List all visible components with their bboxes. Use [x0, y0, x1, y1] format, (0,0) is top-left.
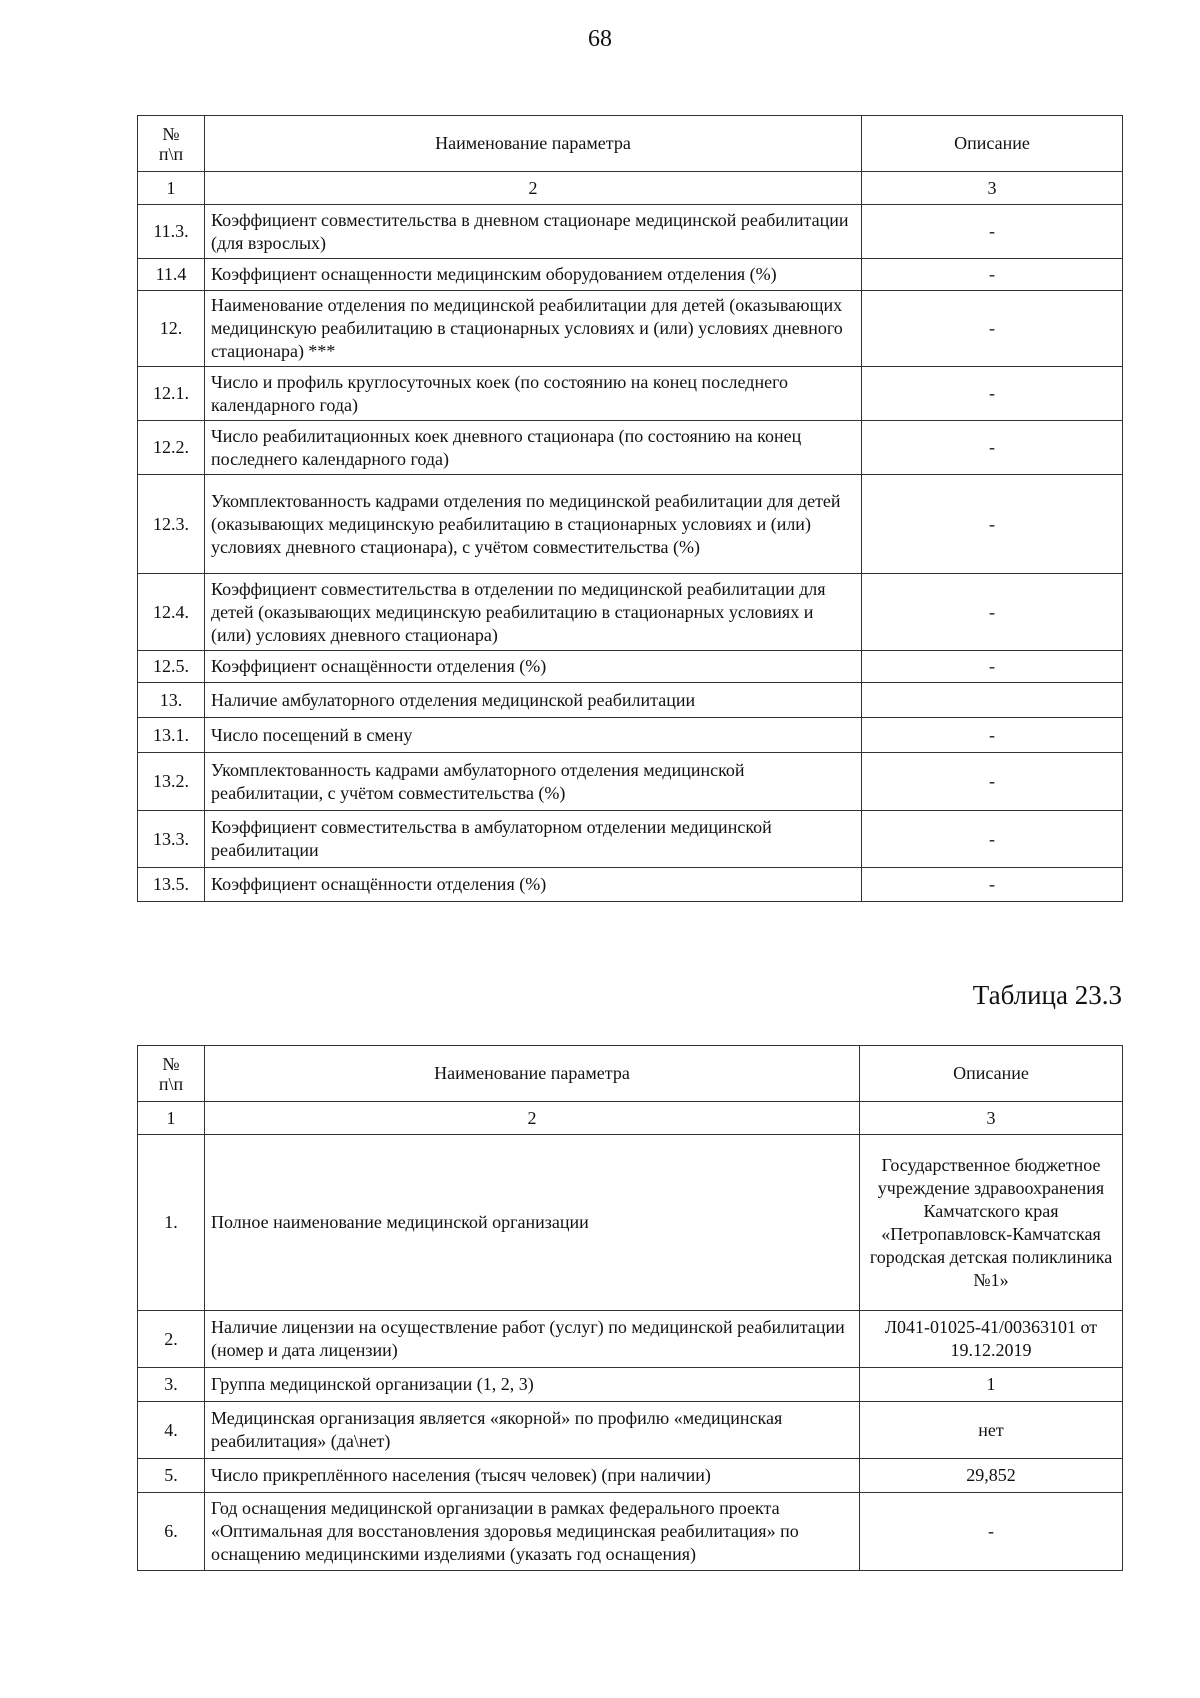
row-number: 12.5. — [138, 651, 205, 683]
header-name: Наименование параметра — [205, 116, 862, 172]
row-parameter: Наименование отделения по медицинской реабилитации для детей (оказывающих медицинскую реабилитацию в стационарных условиях и (или) условиях дневного стационара) *** — [205, 291, 862, 367]
index-cell: 3 — [862, 172, 1123, 205]
header-num-symbol: № — [162, 123, 180, 144]
table-row — [138, 811, 1123, 868]
row-description: - — [862, 574, 1123, 651]
row-parameter: Коэффициент совместительства в дневном стационаре медицинской реабилитации (для взрослых) — [205, 205, 862, 259]
row-description: 29,852 — [860, 1459, 1123, 1493]
table-row — [138, 651, 1123, 683]
row-parameter: Коэффициент оснащённости отделения (%) — [205, 868, 862, 902]
header-num-symbol: № — [162, 1053, 180, 1074]
row-number: 2. — [138, 1311, 205, 1368]
row-parameter: Медицинская организация является «якорной» по профилю «медицинская реабилитация» (да\нет) — [205, 1402, 860, 1459]
index-cell: 2 — [205, 1102, 860, 1135]
row-description: - — [862, 811, 1123, 868]
table-index-row — [138, 1102, 1123, 1135]
row-number: 13.2. — [138, 753, 205, 811]
row-number: 1. — [138, 1135, 205, 1311]
row-parameter: Наличие лицензии на осуществление работ (услуг) по медицинской реабилитации (номер и дата лицензии) — [205, 1311, 860, 1368]
row-description: - — [862, 291, 1123, 367]
header-desc: Описание — [860, 1046, 1123, 1102]
table-row — [138, 205, 1123, 259]
row-number: 12.4. — [138, 574, 205, 651]
table-header-row — [138, 116, 1123, 172]
row-number: 13.5. — [138, 868, 205, 902]
table-row — [138, 421, 1123, 475]
table-row — [138, 291, 1123, 367]
header-num-sub: п\п — [158, 143, 184, 164]
row-description: - — [862, 753, 1123, 811]
table-row — [138, 259, 1123, 291]
index-cell: 1 — [138, 1102, 205, 1135]
row-parameter: Год оснащения медицинской организации в рамках федерального проекта «Оптимальная для восстановления здоровья медицинская реабилитация» по оснащению медицинскими изделиями (указать год оснащения) — [205, 1493, 860, 1571]
table-row — [138, 683, 1123, 718]
row-number: 4. — [138, 1402, 205, 1459]
row-parameter: Число и профиль круглосуточных коек (по состоянию на конец последнего календарного года) — [205, 367, 862, 421]
table-index-row — [138, 172, 1123, 205]
row-description: - — [862, 475, 1123, 574]
row-description: - — [862, 868, 1123, 902]
row-parameter: Коэффициент оснащенности медицинским оборудованием отделения (%) — [205, 259, 862, 291]
row-number: 11.4 — [138, 259, 205, 291]
organization-table — [137, 1045, 1123, 1571]
row-description: - — [860, 1493, 1123, 1571]
index-cell: 3 — [860, 1102, 1123, 1135]
row-description: Л041-01025-41/00363101 от 19.12.2019 — [860, 1311, 1123, 1368]
row-description: нет — [860, 1402, 1123, 1459]
row-parameter: Укомплектованность кадрами амбулаторного отделения медицинской реабилитации, с учётом совместительства (%) — [205, 753, 862, 811]
table-row — [138, 1135, 1123, 1311]
table-row — [138, 1368, 1123, 1402]
table-row — [138, 367, 1123, 421]
row-description: 1 — [860, 1368, 1123, 1402]
row-number: 12.2. — [138, 421, 205, 475]
row-description: - — [862, 259, 1123, 291]
index-cell: 1 — [138, 172, 205, 205]
table-row — [138, 1493, 1123, 1571]
table-row — [138, 1402, 1123, 1459]
parameters-table-continued — [137, 115, 1123, 902]
row-description: - — [862, 718, 1123, 753]
header-num-sub: п\п — [158, 1073, 184, 1094]
row-number: 12.1. — [138, 367, 205, 421]
table-row — [138, 475, 1123, 574]
table-header-row — [138, 1046, 1123, 1102]
row-number: 12.3. — [138, 475, 205, 574]
table-row — [138, 718, 1123, 753]
header-num — [138, 116, 205, 172]
row-number: 6. — [138, 1493, 205, 1571]
row-parameter: Укомплектованность кадрами отделения по медицинской реабилитации для детей (оказывающих медицинскую реабилитацию в стационарных условиях и (или) условиях дневного стационара), с учётом совместительства (%) — [205, 475, 862, 574]
row-parameter: Наличие амбулаторного отделения медицинской реабилитации — [205, 683, 862, 718]
table-row — [138, 1311, 1123, 1368]
row-description: - — [862, 421, 1123, 475]
table-row — [138, 574, 1123, 651]
row-number: 3. — [138, 1368, 205, 1402]
table-row — [138, 753, 1123, 811]
row-number: 12. — [138, 291, 205, 367]
header-name: Наименование параметра — [205, 1046, 860, 1102]
row-description: - — [862, 651, 1123, 683]
row-parameter: Коэффициент оснащённости отделения (%) — [205, 651, 862, 683]
table-row — [138, 1459, 1123, 1493]
table-row — [138, 868, 1123, 902]
header-num — [138, 1046, 205, 1102]
row-description: - — [862, 205, 1123, 259]
table-caption: Таблица 23.3 — [972, 980, 1122, 1010]
row-parameter: Коэффициент совместительства в амбулаторном отделении медицинской реабилитации — [205, 811, 862, 868]
row-parameter: Число реабилитационных коек дневного стационара (по состоянию на конец последнего календарного года) — [205, 421, 862, 475]
row-number: 13. — [138, 683, 205, 718]
row-number: 11.3. — [138, 205, 205, 259]
row-parameter: Полное наименование медицинской организации — [205, 1135, 860, 1311]
index-cell: 2 — [205, 172, 862, 205]
row-parameter: Число прикреплённого населения (тысяч человек) (при наличии) — [205, 1459, 860, 1493]
page-number: 68 — [588, 26, 612, 52]
row-description: - — [862, 367, 1123, 421]
row-description: Государственное бюджетное учреждение здравоохранения Камчатского края «Петропавловск-Камчатская городская детская поликлиника №1» — [860, 1135, 1123, 1311]
row-number: 13.1. — [138, 718, 205, 753]
row-parameter: Коэффициент совместительства в отделении по медицинской реабилитации для детей (оказывающих медицинскую реабилитацию в стационарных условиях и (или) условиях дневного стационара) — [205, 574, 862, 651]
row-parameter: Число посещений в смену — [205, 718, 862, 753]
row-number: 5. — [138, 1459, 205, 1493]
header-desc: Описание — [862, 116, 1123, 172]
row-description — [862, 683, 1123, 718]
row-parameter: Группа медицинской организации (1, 2, 3) — [205, 1368, 860, 1402]
row-number: 13.3. — [138, 811, 205, 868]
